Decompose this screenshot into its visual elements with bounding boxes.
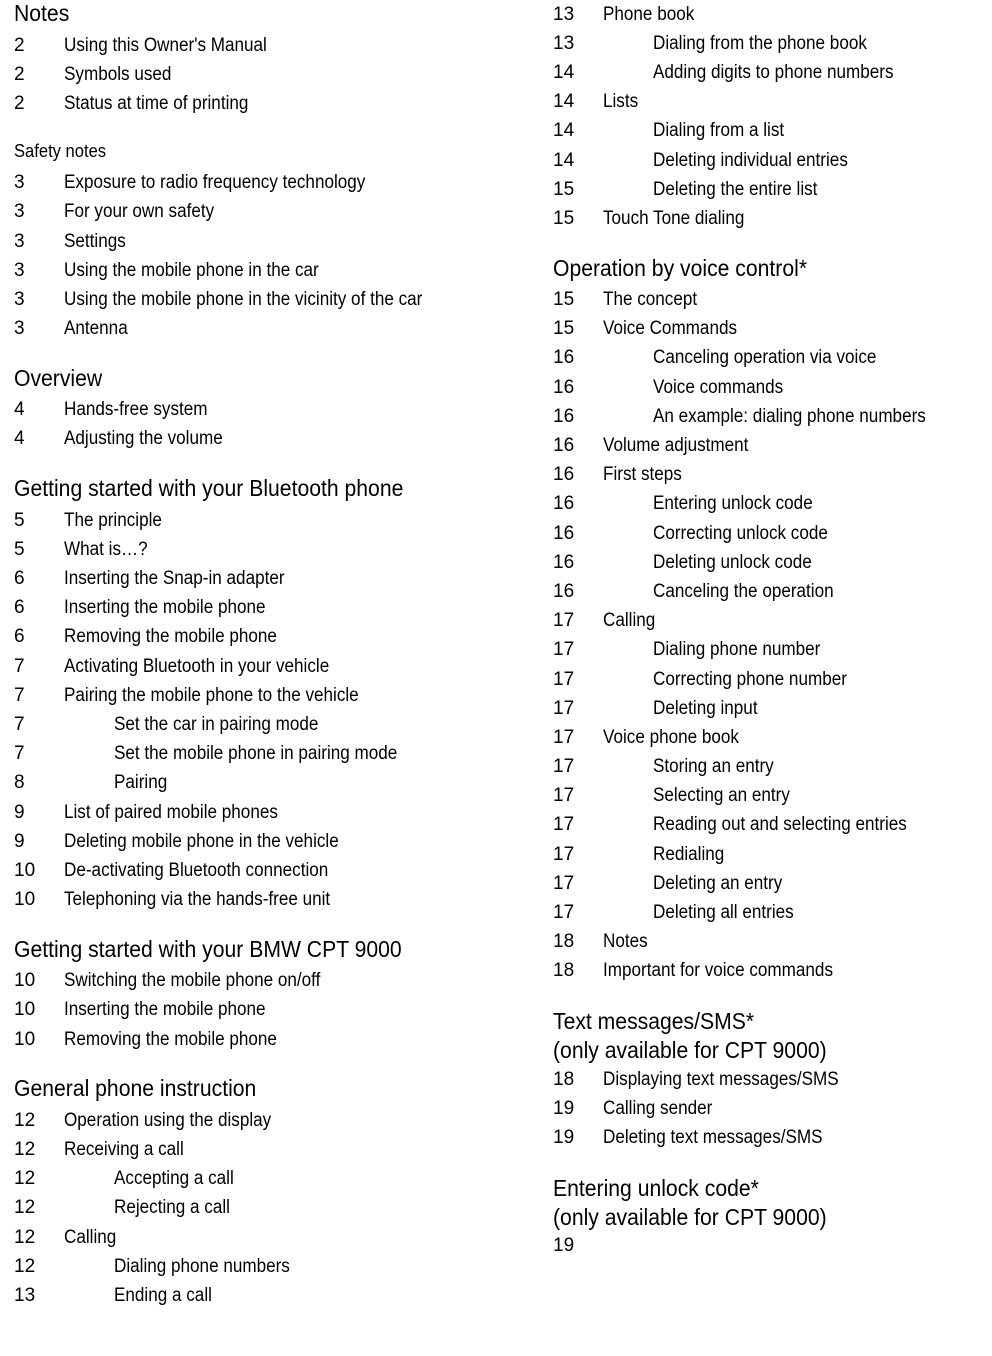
entry-title: Telephoning via the hands-free unit <box>64 889 331 911</box>
page-number: 10 <box>14 999 36 1021</box>
toc-entry[interactable] <box>553 840 983 869</box>
page-number: 12 <box>14 1197 36 1219</box>
toc-entry[interactable] <box>553 869 983 898</box>
section-heading: Safety notes <box>14 140 107 161</box>
entry-title: Using the mobile phone in the car <box>64 259 319 281</box>
entry-title: Inserting the Snap-in adapter <box>64 568 285 590</box>
entry-title: Canceling operation via voice <box>653 347 877 369</box>
page-number: 12 <box>14 1139 36 1161</box>
entry-title: Redialing <box>653 843 725 865</box>
page-number: 14 <box>553 120 575 142</box>
toc-section-notes <box>14 0 534 119</box>
page-number: 2 <box>14 92 25 114</box>
toc-entry[interactable] <box>553 175 983 204</box>
page-number: 3 <box>14 172 25 194</box>
toc-entry[interactable] <box>553 117 983 146</box>
toc-entry[interactable] <box>553 58 983 87</box>
page-number: 16 <box>553 522 575 544</box>
toc-entry[interactable] <box>14 31 534 60</box>
section-gap <box>14 915 534 936</box>
section-heading: Overview <box>14 364 103 391</box>
entry-title: Lists <box>603 91 639 113</box>
toc-entry[interactable] <box>553 315 983 344</box>
toc-entry[interactable] <box>553 928 983 957</box>
toc-entry[interactable] <box>553 204 983 233</box>
toc-entry[interactable] <box>14 623 534 652</box>
entry-title: Using the mobile phone in the vicinity of the car <box>64 288 423 310</box>
page-number: 10 <box>14 1028 36 1050</box>
toc-entry[interactable] <box>553 636 983 665</box>
section-heading: General phone instruction <box>14 1075 257 1102</box>
page-number: 5 <box>14 509 25 531</box>
entry-title: Correcting phone number <box>653 668 847 690</box>
entry-title: Using this Owner's Manual <box>64 34 267 56</box>
page-number: 18 <box>553 931 575 953</box>
page-number: 13 <box>553 3 575 25</box>
page-number: 17 <box>553 785 575 807</box>
section-heading-line: Text messages/SMS* <box>553 1008 755 1034</box>
toc-entry[interactable] <box>14 198 534 227</box>
entry-title: Activating Bluetooth in your vehicle <box>64 655 330 677</box>
toc-section-operation-by-voice-control <box>553 255 983 987</box>
toc-entry[interactable] <box>553 402 983 431</box>
toc-entry[interactable] <box>553 519 983 548</box>
toc-entry[interactable] <box>14 856 534 885</box>
page-number: 17 <box>553 872 575 894</box>
page-number: 19 <box>553 1126 575 1148</box>
entry-title: Receiving a call <box>64 1139 184 1161</box>
toc-entry[interactable] <box>14 710 534 739</box>
entry-title: Settings <box>64 230 126 252</box>
toc-entry[interactable] <box>553 490 983 519</box>
entry-title: Exposure to radio frequency technology <box>64 172 366 194</box>
toc-section-safety-notes <box>14 140 534 344</box>
entry-title: Dialing from the phone book <box>653 32 867 54</box>
section-heading <box>553 1174 949 1232</box>
toc-entry[interactable] <box>553 548 983 577</box>
entry-title: Dialing from a list <box>653 120 785 142</box>
section-heading-line: (only available for CPT 9000) <box>553 1037 827 1063</box>
entry-title: Touch Tone dialing <box>603 207 745 229</box>
page-number: 19 <box>553 1097 575 1119</box>
page-number: 8 <box>14 772 25 794</box>
toc-entry[interactable] <box>14 60 534 89</box>
page-number: 3 <box>14 288 25 310</box>
entry-title: Displaying text messages/SMS <box>603 1068 839 1090</box>
toc-entry[interactable] <box>553 811 983 840</box>
toc-entry[interactable] <box>14 827 534 856</box>
section-gap <box>14 344 534 365</box>
page-number: 15 <box>553 318 575 340</box>
entry-title: Operation using the display <box>64 1109 272 1131</box>
entry-title: The concept <box>603 289 698 311</box>
toc-entry[interactable] <box>553 665 983 694</box>
toc-entry[interactable] <box>14 535 534 564</box>
section-heading-line: (only available for CPT 9000) <box>553 1203 827 1230</box>
entry-title: Switching the mobile phone on/off <box>64 970 321 992</box>
toc-entry[interactable] <box>14 315 534 344</box>
page-number: 13 <box>14 1284 36 1306</box>
page-number: 10 <box>14 889 36 911</box>
page-number: 6 <box>14 626 25 648</box>
entry-title: Calling <box>603 610 656 632</box>
entry-title: Deleting the entire list <box>653 178 818 200</box>
page-number: 17 <box>553 668 575 690</box>
section-gap <box>14 1054 534 1075</box>
entry-title: Deleting mobile phone in the vehicle <box>64 830 339 852</box>
page-number: 17 <box>553 756 575 778</box>
toc-entry[interactable] <box>553 461 983 490</box>
section-heading: Operation by voice control* <box>553 254 808 281</box>
entry-title: Pairing the mobile phone to the vehicle <box>64 684 359 706</box>
page-number: 16 <box>553 435 575 457</box>
entry-title: Voice Commands <box>603 318 738 340</box>
toc-entry[interactable] <box>14 1025 534 1054</box>
toc-entry[interactable] <box>553 29 983 58</box>
entry-title: Entering unlock code <box>653 493 813 515</box>
page-number: 18 <box>553 1068 575 1090</box>
entry-title: Set the car in pairing mode <box>114 713 319 735</box>
entry-title: Inserting the mobile phone <box>64 999 266 1021</box>
toc-entry[interactable] <box>14 652 534 681</box>
section-heading: Getting started with your Bluetooth phone <box>14 475 404 502</box>
page-number: 17 <box>553 902 575 924</box>
entry-title: Voice commands <box>653 376 784 398</box>
entry-title: Accepting a call <box>114 1168 234 1190</box>
page-number: 16 <box>553 580 575 602</box>
entry-title: Selecting an entry <box>653 785 790 807</box>
page-number: 7 <box>14 684 25 706</box>
toc-section-continued <box>553 0 983 234</box>
page-number: 15 <box>553 207 575 229</box>
entry-title: Correcting unlock code <box>653 522 828 544</box>
toc-entry[interactable] <box>14 564 534 593</box>
page-number: 17 <box>553 639 575 661</box>
section-gap <box>553 234 983 255</box>
page-number: 2 <box>14 34 25 56</box>
toc-entry[interactable] <box>553 146 983 175</box>
page-number: 16 <box>553 493 575 515</box>
page-number: 7 <box>14 713 25 735</box>
entry-title: Hands-free system <box>64 399 208 421</box>
entry-title: Adding digits to phone numbers <box>653 61 894 83</box>
page-number: 3 <box>14 318 25 340</box>
entry-title: Notes <box>603 931 648 953</box>
page-number: 12 <box>14 1226 36 1248</box>
page-number: 9 <box>14 830 25 852</box>
toc-entry[interactable] <box>14 1252 534 1281</box>
toc-entry[interactable] <box>14 996 534 1025</box>
page-number: 3 <box>14 259 25 281</box>
entry-title: List of paired mobile phones <box>64 801 278 823</box>
toc-entry[interactable] <box>14 1281 534 1310</box>
section-gap <box>553 986 983 1007</box>
page-number: 17 <box>553 814 575 836</box>
toc-entry[interactable] <box>553 753 983 782</box>
page-number: 17 <box>553 843 575 865</box>
toc-entry[interactable] <box>14 1223 534 1252</box>
page-number: 16 <box>553 464 575 486</box>
entry-title: What is…? <box>64 538 148 560</box>
entry-title: Deleting individual entries <box>653 149 848 171</box>
page-number: 16 <box>553 405 575 427</box>
section-heading: Notes <box>14 0 70 26</box>
toc-entry[interactable] <box>553 1232 983 1261</box>
toc-entry[interactable] <box>14 256 534 285</box>
entry-title: Storing an entry <box>653 756 774 778</box>
entry-title: Antenna <box>64 318 128 340</box>
toc-section-overview <box>14 365 534 454</box>
page-number: 3 <box>14 201 25 223</box>
toc-entry[interactable] <box>14 1194 534 1223</box>
toc-entry[interactable] <box>553 577 983 606</box>
section-heading: Getting started with your BMW CPT 9000 <box>14 935 402 962</box>
page-number: 19 <box>553 1235 575 1257</box>
entry-title: Symbols used <box>64 63 172 85</box>
toc-section-general-phone-instruction <box>14 1075 534 1310</box>
page-number: 5 <box>14 538 25 560</box>
toc-entry[interactable] <box>14 886 534 915</box>
entry-title: Voice phone book <box>603 726 739 748</box>
toc-entry[interactable] <box>553 782 983 811</box>
entry-title: Deleting all entries <box>653 902 794 924</box>
page-number: 7 <box>14 743 25 765</box>
entry-title: Calling sender <box>603 1097 713 1119</box>
toc-section-getting-started-with-your-bluetooth-phone <box>14 475 534 915</box>
toc-entry[interactable] <box>14 396 534 425</box>
toc-section-getting-started-with-your-bmw-cpt-9000 <box>14 936 534 1055</box>
toc-entry[interactable] <box>553 898 983 927</box>
entry-title: Status at time of printing <box>64 92 249 114</box>
toc-entry[interactable] <box>553 1123 983 1152</box>
entry-title: Reading out and selecting entries <box>653 814 907 836</box>
page-number: 7 <box>14 655 25 677</box>
toc-entry[interactable] <box>14 798 534 827</box>
toc-right-column <box>553 0 983 1261</box>
toc-entry[interactable] <box>14 681 534 710</box>
page-number: 18 <box>553 960 575 982</box>
page-number: 14 <box>553 149 575 171</box>
toc-section-text-messages-sms <box>553 1007 983 1153</box>
entry-title: Dialing phone numbers <box>114 1255 290 1277</box>
toc-entry[interactable] <box>14 594 534 623</box>
toc-entry[interactable] <box>14 227 534 256</box>
page-number: 14 <box>553 91 575 113</box>
entry-title: Removing the mobile phone <box>64 1028 277 1050</box>
page-number: 14 <box>553 61 575 83</box>
toc-entry[interactable] <box>553 957 983 986</box>
entry-title: Important for voice commands <box>603 960 833 982</box>
entry-title: Inserting the mobile phone <box>64 597 266 619</box>
entry-title: The principle <box>64 509 162 531</box>
toc-entry[interactable] <box>14 740 534 769</box>
section-gap <box>14 119 534 140</box>
page-number: 3 <box>14 230 25 252</box>
toc-entry[interactable] <box>553 0 983 29</box>
page-number: 17 <box>553 610 575 632</box>
entry-title: Calling <box>64 1226 117 1248</box>
toc-entry[interactable] <box>14 89 534 118</box>
toc-entry[interactable] <box>553 88 983 117</box>
entry-title: For your own safety <box>64 201 215 223</box>
section-gap <box>14 454 534 475</box>
toc-entry[interactable] <box>14 769 534 798</box>
page-number: 16 <box>553 551 575 573</box>
entry-title: Rejecting a call <box>114 1197 230 1219</box>
entry-title: Ending a call <box>114 1284 212 1306</box>
toc-entry[interactable] <box>553 344 983 373</box>
toc-entry[interactable] <box>14 1165 534 1194</box>
entry-title: Pairing <box>114 772 168 794</box>
entry-title: Set the mobile phone in pairing mode <box>114 743 398 765</box>
entry-title: Dialing phone number <box>653 639 821 661</box>
toc-entry[interactable] <box>553 694 983 723</box>
entry-title: Deleting text messages/SMS <box>603 1126 823 1148</box>
toc-entry[interactable] <box>14 425 534 454</box>
toc-entry[interactable] <box>553 431 983 460</box>
toc-entry[interactable] <box>553 607 983 636</box>
page-number: 2 <box>14 63 25 85</box>
page-number: 12 <box>14 1255 36 1277</box>
page-number: 6 <box>14 568 25 590</box>
page-number: 15 <box>553 289 575 311</box>
page-number: 4 <box>14 399 25 421</box>
toc-entry[interactable] <box>14 1135 534 1164</box>
entry-title: Volume adjustment <box>603 435 749 457</box>
page-number: 17 <box>553 697 575 719</box>
page-number: 12 <box>14 1168 36 1190</box>
page-number: 10 <box>14 970 36 992</box>
toc-entry[interactable] <box>14 169 534 198</box>
section-gap <box>553 1153 983 1174</box>
page-number: 10 <box>14 859 36 881</box>
page-number: 9 <box>14 801 25 823</box>
page-number: 4 <box>14 428 25 450</box>
toc-entry[interactable] <box>553 1065 983 1094</box>
toc-entry[interactable] <box>553 1094 983 1123</box>
page-number: 15 <box>553 178 575 200</box>
section-heading-line: Entering unlock code* <box>553 1174 759 1201</box>
entry-title: De-activating Bluetooth connection <box>64 859 329 881</box>
entry-title: First steps <box>603 464 682 486</box>
page-number: 12 <box>14 1109 36 1131</box>
page-number: 6 <box>14 597 25 619</box>
toc-section-entering-unlock-code <box>553 1174 983 1261</box>
entry-title: An example: dialing phone numbers <box>653 405 926 427</box>
toc-entry[interactable] <box>14 285 534 314</box>
page-number: 16 <box>553 376 575 398</box>
toc-entry[interactable] <box>553 286 983 315</box>
page-number: 13 <box>553 32 575 54</box>
toc-entry[interactable] <box>14 1106 534 1135</box>
toc-entry[interactable] <box>14 506 534 535</box>
page-number: 16 <box>553 347 575 369</box>
entry-title: Deleting an entry <box>653 872 783 894</box>
entry-title: Deleting input <box>653 697 758 719</box>
entry-title: Canceling the operation <box>653 580 834 602</box>
section-heading <box>553 1007 949 1065</box>
toc-entry[interactable] <box>553 373 983 402</box>
entry-title: Adjusting the volume <box>64 428 223 450</box>
toc-entry[interactable] <box>14 967 534 996</box>
toc-entry[interactable] <box>553 723 983 752</box>
entry-title: Removing the mobile phone <box>64 626 277 648</box>
entry-title: Deleting unlock code <box>653 551 812 573</box>
page-number: 17 <box>553 726 575 748</box>
entry-title: Phone book <box>603 3 695 25</box>
toc-left-column <box>14 0 534 1311</box>
